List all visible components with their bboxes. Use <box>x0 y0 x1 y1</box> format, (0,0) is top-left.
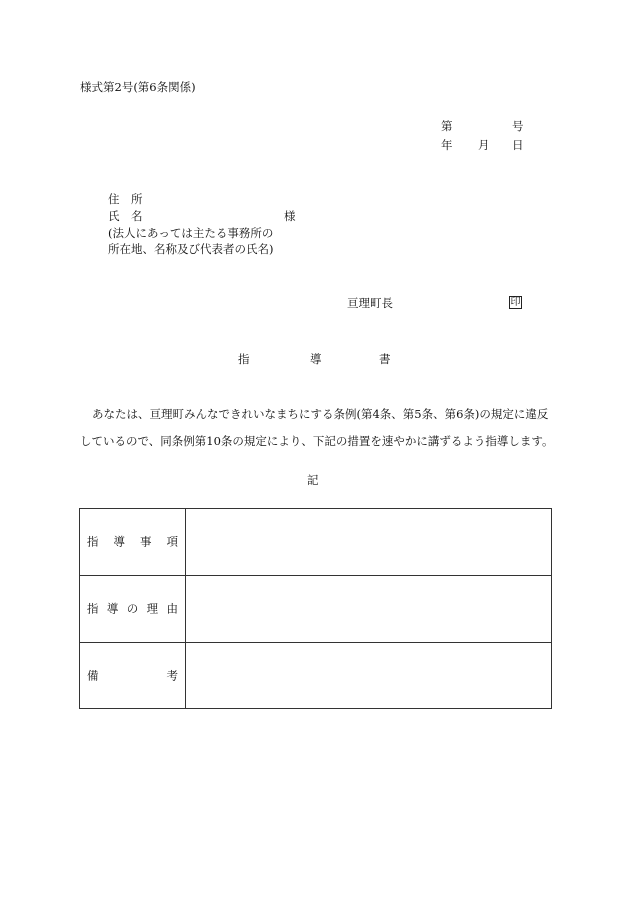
doc-title-char-2: 導 <box>310 352 322 366</box>
value-guidance-items[interactable] <box>186 509 551 575</box>
doc-number-suffix: 号 <box>512 119 524 133</box>
table-row <box>80 643 551 708</box>
label-char: 項 <box>166 534 178 549</box>
label-char: 導 <box>113 534 125 549</box>
date-day-label: 日 <box>512 138 524 152</box>
corporate-note-line2: 所在地、名称及び代表者の氏名) <box>108 242 274 256</box>
label-char: 由 <box>166 601 178 616</box>
sender-title: 亘理町長 <box>347 296 393 310</box>
date-month-label: 月 <box>478 138 490 152</box>
honorific-sama: 様 <box>284 209 296 223</box>
value-remarks[interactable] <box>186 643 551 708</box>
label-guidance-reason <box>80 576 186 642</box>
label-guidance-items <box>80 509 186 575</box>
label-char: 理 <box>146 601 159 616</box>
label-char: 導 <box>106 601 119 616</box>
label-char: 指 <box>87 534 99 549</box>
label-char: 備 <box>87 667 99 682</box>
label-char: の <box>126 601 139 616</box>
label-remarks <box>80 643 186 708</box>
label-char: 事 <box>140 534 152 549</box>
form-number: 様式第2号(第6条関係) <box>80 80 196 94</box>
name-label: 氏 名 <box>108 209 143 223</box>
date-year-label: 年 <box>441 138 453 152</box>
corporate-note-line1: (法人にあっては主たる事務所の <box>108 226 274 240</box>
doc-title-char-3: 書 <box>379 352 391 366</box>
table-row <box>80 509 551 576</box>
value-guidance-reason[interactable] <box>186 576 551 642</box>
guidance-table <box>79 508 552 709</box>
body-text-line2: しているので、同条例第10条の規定により、下記の措置を速やかに講ずるよう指導します。 <box>80 434 554 448</box>
doc-number-prefix: 第 <box>441 119 453 133</box>
body-text-line1: あなたは、亘理町みんなできれいなまちにする条例(第4条、第5条、第6条)の規定に違反 <box>92 407 549 421</box>
label-char: 考 <box>166 667 178 682</box>
address-label: 住 所 <box>108 192 143 206</box>
label-char: 指 <box>87 601 99 616</box>
table-row <box>80 576 551 643</box>
ki-heading: 記 <box>307 473 319 487</box>
doc-title-char-1: 指 <box>238 352 250 366</box>
seal-box: 印 <box>510 296 521 308</box>
